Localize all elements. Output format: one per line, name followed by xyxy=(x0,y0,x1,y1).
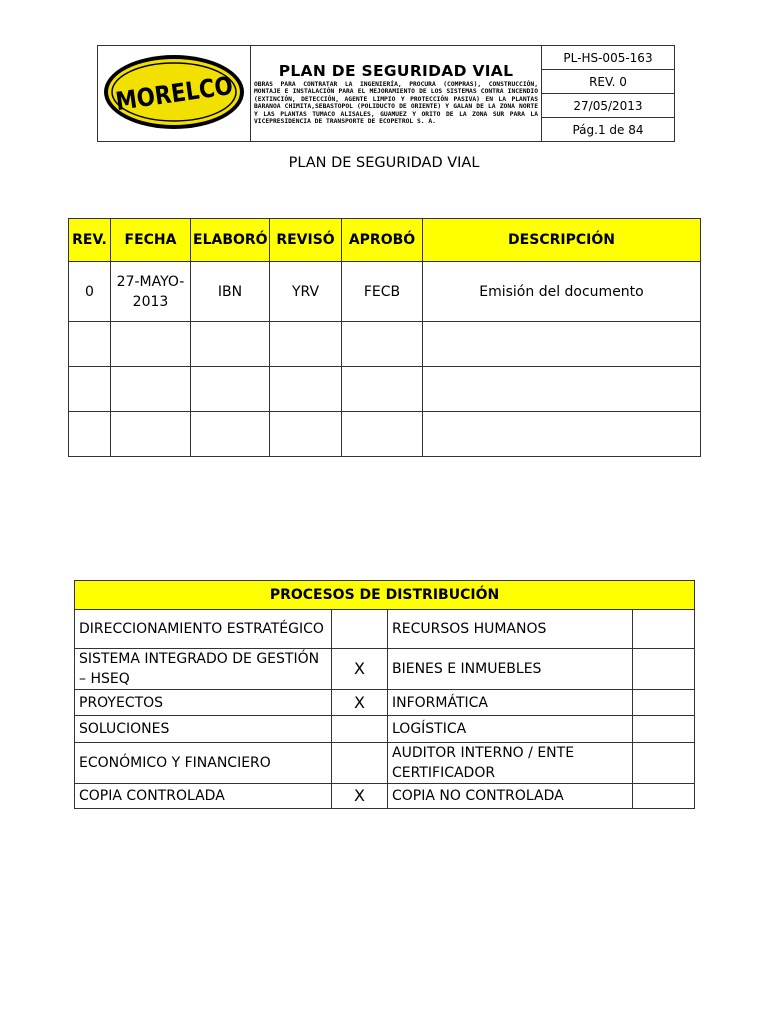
process-mark xyxy=(633,784,695,809)
empty-cell xyxy=(423,412,701,457)
empty-cell xyxy=(270,367,342,412)
page-number: Pág.1 de 84 xyxy=(542,118,675,142)
empty-cell xyxy=(342,367,423,412)
empty-cell xyxy=(111,367,191,412)
empty-cell xyxy=(423,367,701,412)
empty-cell xyxy=(111,322,191,367)
process-label: AUDITOR INTERNO / ENTE CERTIFICADOR xyxy=(388,743,633,784)
empty-cell xyxy=(69,322,111,367)
empty-cell xyxy=(342,412,423,457)
process-mark xyxy=(633,610,695,649)
distribution-table xyxy=(74,580,695,809)
document-description: OBRAS PARA CONTRATAR LA INGENIERÍA, PROCURA (COMPRAS), CONSTRUCCIÓN, MONTAJE E INSTALACIÓN PARA EL MEJORAMIENTO DE LOS SISTEMAS CONTRA INCENDIO (EXTINCIÓN, DETECCIÓN, AGENTE LIMPIO Y PROTECCIÓN PASIVA) EN LA PLANTAS BARANOA CHIMITA,SEBASTOPOL (POLIDUCTO DE ORIENTE) Y GALAN DE LA ZONA NORTE Y LAS PLANTAS TUMACO ALISALES, GUAMUEZ Y ORITO DE LA ZONA SUR PARA LA VICEPRESIDENCIA DE TRANSPORTE DE ECOPETROL S. A. xyxy=(254,80,538,125)
table-row xyxy=(75,649,695,690)
empty-cell xyxy=(342,322,423,367)
empty-cell xyxy=(191,322,270,367)
logo-cell xyxy=(98,46,251,142)
process-label: COPIA CONTROLADA xyxy=(75,784,332,809)
process-label: INFORMÁTICA xyxy=(388,690,633,716)
descripcion-cell: Emisión del documento xyxy=(423,262,701,322)
elaboro-cell: IBN xyxy=(191,262,270,322)
table-row xyxy=(75,784,695,809)
process-label: ECONÓMICO Y FINANCIERO xyxy=(75,743,332,784)
distribution-title: PROCESOS DE DISTRIBUCIÓN xyxy=(75,581,695,610)
process-label: SOLUCIONES xyxy=(75,716,332,743)
col-header-reviso: REVISÓ xyxy=(270,219,342,262)
rev-cell: 0 xyxy=(69,262,111,322)
empty-cell xyxy=(69,412,111,457)
process-label: SISTEMA INTEGRADO DE GESTIÓN – HSEQ xyxy=(75,649,332,690)
logo-text: MORELCO xyxy=(113,67,246,116)
fecha-cell: 27-MAYO-2013 xyxy=(111,262,191,322)
morelco-logo xyxy=(102,52,246,132)
table-row xyxy=(75,743,695,784)
document-title: PLAN DE SEGURIDAD VIAL xyxy=(278,61,514,80)
reviso-cell: YRV xyxy=(270,262,342,322)
table-row xyxy=(75,610,695,649)
process-mark xyxy=(633,716,695,743)
col-header-descripcion: DESCRIPCIÓN xyxy=(423,219,701,262)
col-header-elaboro: ELABORÓ xyxy=(191,219,270,262)
table-row xyxy=(75,690,695,716)
document-revision: REV. 0 xyxy=(542,70,675,94)
process-label: COPIA NO CONTROLADA xyxy=(388,784,633,809)
process-mark: X xyxy=(332,690,388,716)
process-label: LOGÍSTICA xyxy=(388,716,633,743)
table-row xyxy=(69,367,701,412)
empty-cell xyxy=(270,322,342,367)
process-label: RECURSOS HUMANOS xyxy=(388,610,633,649)
table-row xyxy=(69,262,701,322)
process-mark xyxy=(332,610,388,649)
process-mark: X xyxy=(332,649,388,690)
page-title: PLAN DE SEGURIDAD VIAL xyxy=(288,155,480,171)
col-header-fecha: FECHA xyxy=(111,219,191,262)
process-label: BIENES E INMUEBLES xyxy=(388,649,633,690)
col-header-rev: REV. xyxy=(69,219,111,262)
document-date: 27/05/2013 xyxy=(542,94,675,118)
aprobo-cell: FECB xyxy=(342,262,423,322)
empty-cell xyxy=(191,412,270,457)
empty-cell xyxy=(423,322,701,367)
process-mark xyxy=(633,690,695,716)
title-cell xyxy=(251,46,542,142)
table-row xyxy=(69,322,701,367)
process-label: PROYECTOS xyxy=(75,690,332,716)
empty-cell xyxy=(111,412,191,457)
document-code: PL-HS-005-163 xyxy=(542,46,675,70)
revision-table xyxy=(68,218,701,457)
process-mark xyxy=(633,743,695,784)
process-mark xyxy=(332,716,388,743)
process-mark xyxy=(633,649,695,690)
process-label: DIRECCIONAMIENTO ESTRATÉGICO xyxy=(75,610,332,649)
document-header xyxy=(97,45,675,142)
process-mark xyxy=(332,743,388,784)
process-mark: X xyxy=(332,784,388,809)
empty-cell xyxy=(191,367,270,412)
empty-cell xyxy=(270,412,342,457)
table-row xyxy=(69,412,701,457)
empty-cell xyxy=(69,367,111,412)
col-header-aprobo: APROBÓ xyxy=(342,219,423,262)
table-row xyxy=(75,716,695,743)
